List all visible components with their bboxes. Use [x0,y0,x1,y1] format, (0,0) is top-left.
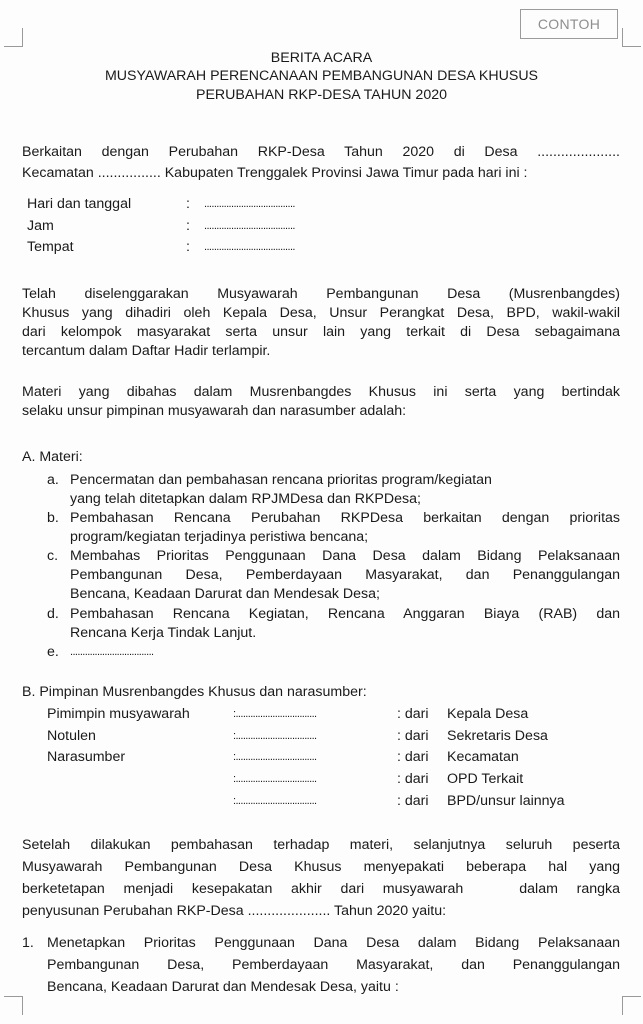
decision-line: Menetapkan Prioritas Penggunaan Dana Desa dalam Bidang Pelaksanaan [47,935,620,951]
leader-from: : dari [397,706,429,722]
decision-marker: 1. [22,935,34,951]
leader-origin: Sekretaris Desa [447,728,548,744]
item-marker: d. [47,606,59,622]
crop-mark-bottom-left [4,996,23,1015]
leader-blank: :................................. [233,795,317,807]
item-a-line: yang telah ditetapkan dalam RPJMDesa dan RKPDesa; [70,491,421,507]
leader-role: Pimimpin musyawarah [47,706,190,722]
item-marker: a. [47,472,59,488]
crop-mark-bottom-right [622,996,641,1015]
item-d-line: Rencana Kerja Tindak Lanjut. [70,625,257,641]
leader-blank: :................................. [233,730,317,742]
section-b-heading: B. Pimpinan Musrenbangdes Khusus dan narasumber: [22,684,367,700]
decision-line: Bencana, Keadaan Darurat dan Mendesak Desa, yaitu : [47,979,399,995]
item-c-line: Pembangunan Desa, Pemberdayaan Masyarakat, dan Penanggulangan [70,567,620,583]
sample-stamp: CONTOH [520,9,618,39]
item-d-line: Pembahasan Rencana Kegiatan, Rencana Anggaran Biaya (RAB) dan [70,606,620,622]
para3-line: penyusunan Perubahan RKP-Desa ..................... Tahun 2020 yaitu: [22,903,447,919]
leader-origin: BPD/unsur lainnya [447,793,565,809]
item-marker: e. [47,644,59,660]
item-b-line: Pembahasan Rencana Perubahan RKPDesa berkaitan dengan prioritas [70,510,620,526]
crop-mark-top-right [622,28,641,47]
leader-from: : dari [397,728,429,744]
detail-blank: ..................................... [204,198,295,210]
detail-blank: ..................................... [204,220,295,232]
leader-role: Narasumber [47,749,126,765]
leader-role: Notulen [47,728,96,744]
item-c-line: Membahas Prioritas Penggunaan Dana Desa dalam Bidang Pelaksanaan [70,548,620,564]
para2-line: Materi yang dibahas dalam Musrenbangdes Khusus ini serta yang bertindak [22,384,620,400]
para2-line: selaku unsur pimpinan musyawarah dan narasumber adalah: [22,403,407,419]
leader-from: : dari [397,749,429,765]
section-a-heading: A. Materi: [22,449,83,465]
doc-subtitle: MUSYAWARAH PERENCANAAN PEMBANGUNAN DESA KHUSUS [104,68,539,84]
item-a-line: Pencermatan dan pembahasan rencana prioritas program/kegiatan [70,472,492,488]
intro-line-2: Kecamatan ................ Kabupaten Trenggalek Provinsi Jawa Timur pada hari ini : [22,165,528,181]
doc-title: BERITA ACARA [270,50,373,66]
para1-line: tercantum dalam Daftar Hadir terlampir. [22,343,271,359]
leader-origin: Kepala Desa [447,706,529,722]
leader-from: : dari [397,771,429,787]
leader-blank: :................................. [233,708,317,720]
leader-from: : dari [397,793,429,809]
para3-line: berketetapan menjadi kesepakatan akhir dari musyawarah dalam rangka [22,881,620,897]
leader-origin: OPD Terkait [447,771,524,787]
item-marker: c. [47,548,59,564]
item-b-line: program/kegiatan terjadinya peristiwa bencana; [70,529,369,545]
para3-line: Setelah dilakukan pembahasan terhadap materi, selanjutnya seluruh peserta [22,837,620,853]
detail-colon: : [186,218,190,234]
para1-line: Telah diselenggarakan Musyawarah Pembangunan Desa (Musrenbangdes) [22,286,620,302]
decision-line: Pembangunan Desa, Pemberdayaan Masyarakat, dan Penanggulangan [47,957,620,973]
leader-origin: Kecamatan [447,749,519,765]
crop-mark-top-left [4,28,23,47]
para3-line: Musyawarah Pembangunan Desa Khusus menyepakati beberapa hal yang [22,859,620,875]
para1-line: dari kelompok masyarakat serta unsur lain yang terkait di Desa sebagaimana [22,324,620,340]
detail-label: Tempat [27,239,74,255]
item-marker: b. [47,510,59,526]
detail-colon: : [186,239,190,255]
item-c-line: Bencana, Keadaan Darurat dan Mendesak Desa; [70,586,380,602]
detail-label: Jam [27,218,54,234]
para1-line: Khusus yang dihadiri oleh Kepala Desa, Unsur Perangkat Desa, BPD, wakil-wakil [22,305,620,321]
leader-blank: :................................. [233,751,317,763]
item-e-blank: .................................. [70,646,154,658]
detail-blank: ..................................... [204,241,295,253]
detail-label: Hari dan tanggal [27,196,132,212]
doc-subtitle-2: PERUBAHAN RKP-DESA TAHUN 2020 [196,87,447,103]
detail-colon: : [186,196,190,212]
leader-blank: :................................. [233,773,317,785]
intro-line-1: Berkaitan dengan Perubahan RKP-Desa Tahun 2020 di Desa ..................... [22,144,620,160]
